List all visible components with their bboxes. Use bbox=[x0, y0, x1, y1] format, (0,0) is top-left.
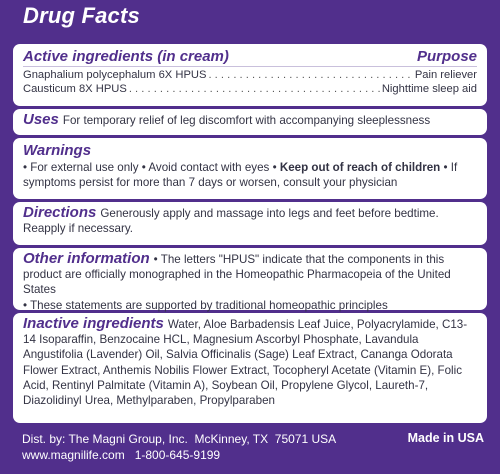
ingredient-purpose: Nighttime sleep aid bbox=[381, 82, 477, 95]
warnings-keep-away: Keep out of reach of children bbox=[279, 161, 441, 174]
warnings-section bbox=[13, 138, 487, 199]
purpose-heading: Purpose bbox=[416, 48, 477, 65]
inactive-ingredients-text: Water, Aloe Barbadensis Leaf Juice, Polyacrylamide, C13-14 Isoparaffin, Benzocaine HCL, Magnesium Ascorbyl Phosphate, Lavandula Angustifolia (Lavender) Oil, Salvia Officinalis (Sage) Leaf Extract, Cananga Odorata Flower Extract, Anthemis Nobilis Flower Extract, Tocopheryl Acetate (Vitamin E), Folic Acid, Rentinyl Palmitate (Vitamin A), Soybean Oil, Propylene Glycol, Laureth-7, Diazolidinyl Urea, Methylparaben, Propylparaben bbox=[23, 318, 468, 408]
other-information-text-a: • The letters "HPUS" indicate that the components in this product are officially monographed in the Homeopathic Pharmacopeia of the United States bbox=[23, 253, 451, 297]
warnings-text-b: • If symptoms persist for more than 7 days or worsen, consult your physician bbox=[23, 161, 458, 190]
active-ingredients-header-row bbox=[23, 48, 477, 67]
uses-text: For temporary relief of leg discomfort with accompanying sleeplessness bbox=[62, 114, 431, 127]
ingredient-row bbox=[23, 83, 477, 97]
drug-facts-title: Drug Facts bbox=[23, 3, 140, 28]
contact-text: www.magnilife.com 1-800-645-9199 bbox=[22, 448, 221, 462]
active-ingredients-heading: Active ingredients (in cream) bbox=[23, 48, 229, 65]
other-information-text-b: • These statements are supported by traditional homeopathic principles bbox=[23, 298, 388, 312]
leader-dots bbox=[129, 83, 380, 97]
ingredient-name: Causticum 8X HPUS bbox=[23, 82, 127, 95]
leader-dots bbox=[208, 69, 412, 83]
warnings-text-a: • For external use only • Avoid contact with eyes • bbox=[23, 161, 280, 174]
inactive-ingredients-heading: Inactive ingredients bbox=[23, 315, 164, 332]
uses-heading: Uses bbox=[23, 111, 59, 128]
other-information-heading: Other information bbox=[23, 250, 150, 267]
footer bbox=[22, 431, 336, 463]
ingredient-name: Gnaphalium polycephalum 6X HPUS bbox=[23, 69, 207, 81]
uses-section bbox=[13, 109, 487, 135]
directions-text: Generously apply and massage into legs and feet before bedtime. Reapply if necessary. bbox=[23, 207, 439, 236]
made-in-usa-label: Made in USA bbox=[407, 431, 484, 445]
other-information-section bbox=[13, 248, 487, 310]
active-ingredients-section bbox=[13, 44, 487, 106]
warnings-text bbox=[23, 160, 477, 190]
warnings-heading: Warnings bbox=[23, 142, 92, 159]
ingredient-purpose: Pain reliever bbox=[414, 69, 477, 81]
directions-section bbox=[13, 202, 487, 245]
ingredient-row bbox=[23, 69, 477, 83]
directions-heading: Directions bbox=[23, 204, 97, 221]
inactive-ingredients-section bbox=[13, 313, 487, 423]
distributor-text: Dist. by: The Magni Group, Inc. McKinney, TX 75071 USA bbox=[22, 432, 337, 446]
